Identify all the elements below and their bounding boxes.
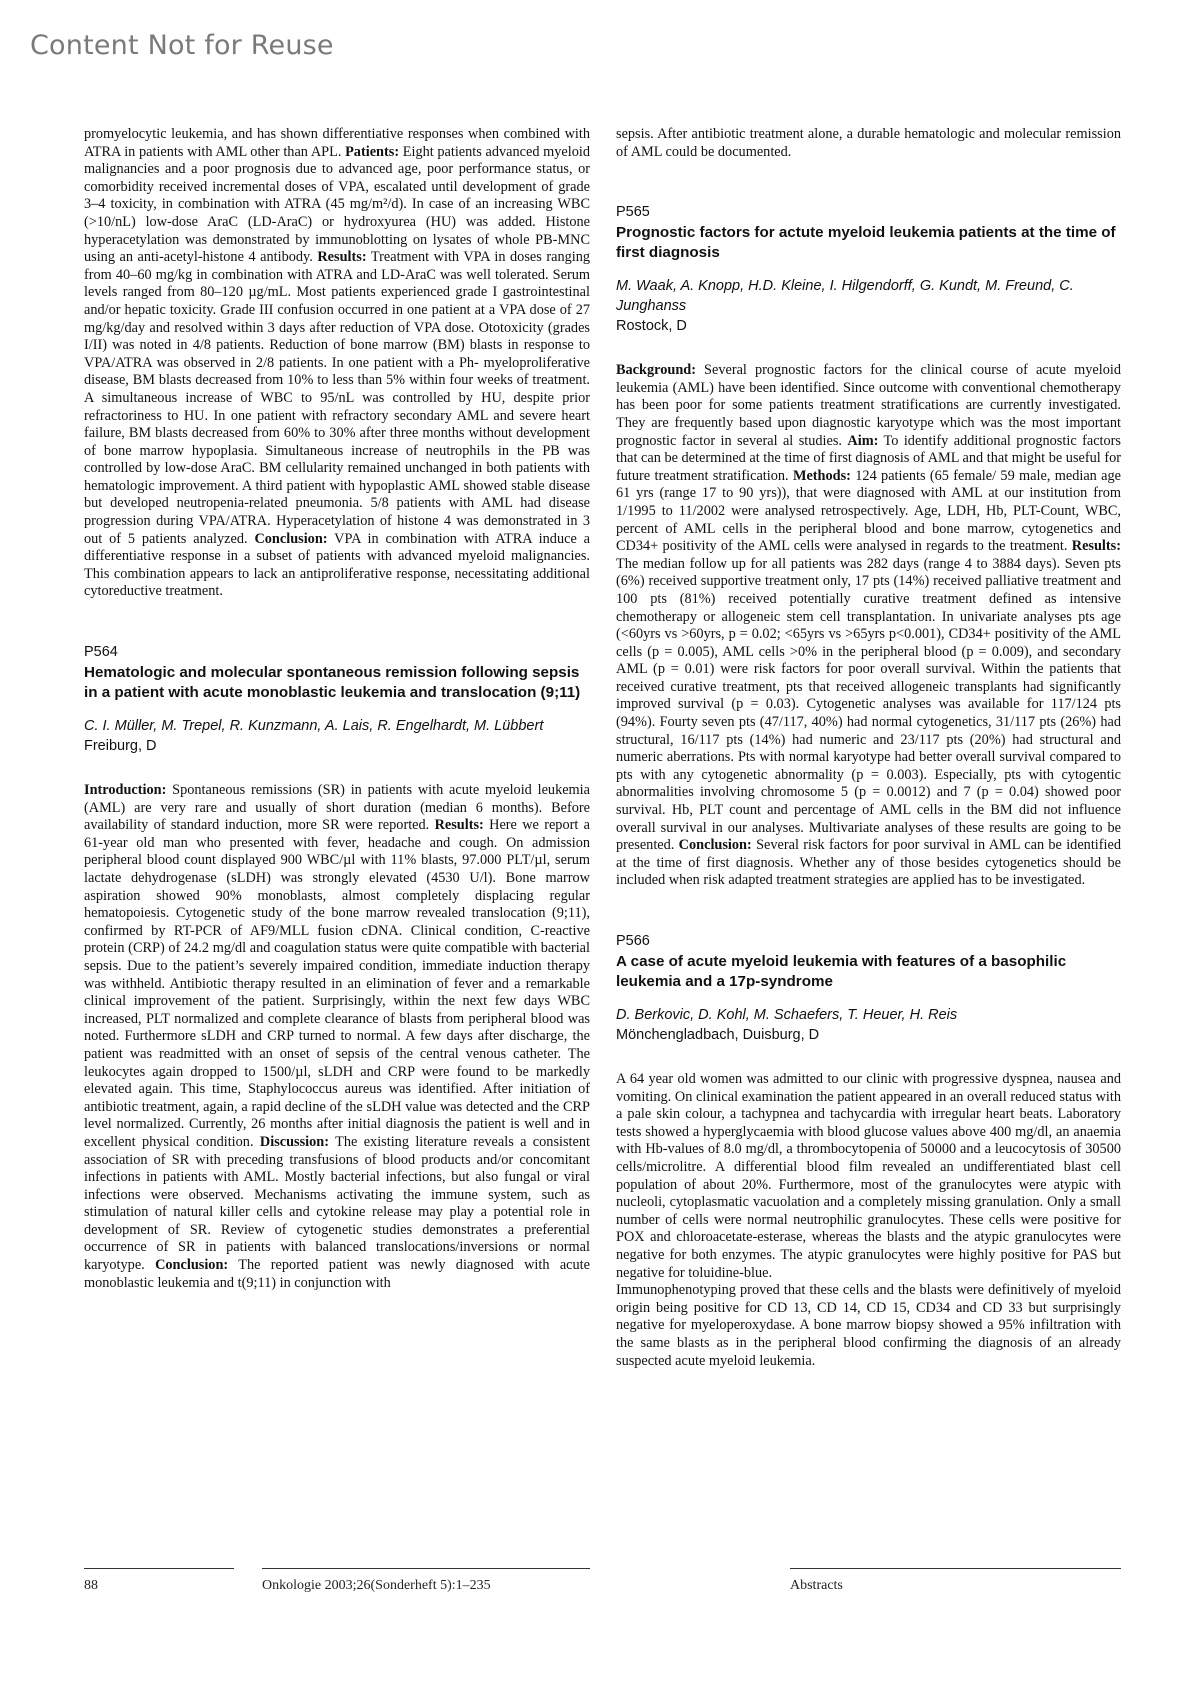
section-label-bold: Results: — [1071, 538, 1121, 555]
section-label-bold: Conclusion: — [678, 837, 752, 854]
abstract-title: A case of acute myeloid leukemia with features of a basophilic leukemia and a 17p-syndrome — [616, 953, 1067, 990]
section-label: Abstracts — [790, 1578, 843, 1593]
abstract-id: P565 — [616, 204, 650, 221]
abstract-body-paragraph-2: Immunophenotyping proved that these cells and the blasts were definitively of myeloid origin being positive for CD 13, CD 14, CD 15, CD34 and CD 33 but surprisingly negative for myeloperoxydase. A bone marrow biopsy showed a 95% infiltration with the same blasts as in the peripheral blood confirming the diagnosis of an already suspected acute myeloid leukemia. — [616, 1282, 1121, 1369]
abstract-authors: M. Waak, A. Knopp, H.D. Kleine, I. Hilgendorff, G. Kundt, M. Freund, C. Junghanss — [616, 278, 1074, 315]
section-label-bold: Conclusion: — [155, 1257, 229, 1274]
abstract-affiliation: Freiburg, D — [84, 738, 157, 755]
abstract-title: Hematologic and molecular spontaneous remission following sepsis in a patient with acute monoblastic leukemia and translocation (9;11) — [84, 664, 581, 702]
right-column — [616, 126, 1121, 1370]
section-label-bold: Results: — [434, 817, 484, 834]
abstract-authors: C. I. Müller, M. Trepel, R. Kunzmann, A. Lais, R. Engelhardt, M. Lübbert — [84, 718, 544, 735]
abstract-p566 — [616, 932, 1121, 1370]
abstract-p564 — [84, 643, 590, 1292]
watermark-text: Content Not for Reuse — [30, 30, 334, 61]
section-label-bold: Background: — [616, 362, 696, 379]
section-label-bold: Introduction: — [84, 782, 167, 799]
abstract-affiliation: Rostock, D — [616, 318, 687, 335]
footer-rule — [262, 1568, 590, 1569]
abstract-affiliation: Mönchengladbach, Duisburg, D — [616, 1027, 820, 1043]
abstract-body: Background: Several prognostic factors for the clinical course of acute myeloid leukemia (AML) have been identified. Since outcome with conventional chemotherapy has been poor for some patients treatment stratifications are currently investigated. They are frequently based upon diagnostic karyotype which was the most important prognostic factor in several al studies. Aim: To identify additional prognostic factors that can be determined at the time of first diagnosis of AML and that might be useful for future treatment stratification. Methods: 124 patients (65 female/ 59 male, median age 61 yrs (range 17 to 90 yrs)), that were diagnosed with AML at our institution from 1/1995 to 11/2002 were analysed retrospectively. Age, LDH, Hb, PLT-Count, WBC, percent of AML cells in the peripheral blood and bone marrow, cytogenetics and CD34+ positivity of the AML cells were analysed in regards to the treatment. Results: The median follow up for all patients was 282 days (range 4 to 3884 days). Seven pts (6%) received supportive treatment only, 17 pts (14%) received palliative treatment and 100 pts (81%) received potentially curative treatment defined as intensive chemotherapy or allogeneic stem cell transplantation. In univariate analyses pts age (<60yrs vs >60yrs, p = 0.02; <65yrs vs >65yrs p<0.001), CD34+ positivity of the AML cells (p = 0.005), AML cells >0% in the peripheral blood (p = 0.009), and secondary AML (p = 0.01) were risk factors for poor overall survival. Within the patients that received curative treatment, pts that received allogeneic transplants had significantly improved survival (p = 0.03). Cytogenetic analyses was available for 117/124 pts (94%). Fourty seven pts (47/117, 40%) had normal cytogenetics, 31/117 pts (26%) had structural, 16/117 pts (14%) had numeric and 23/117 pts (20%) had structural and numeric aberrations. Pts with normal karyotype had better overall survival compared to pts with any cytogenetic abnormality (p = 0.003). Especially, pts with cytogentic abnormalities involving chromosome 5 (p = 0.0012) and 7 (p = 0.04) showed poor survival. Hb, PLT count and percentage of AML cells in the BM did not influence overall survival in our analyses. Multivariate analyses of these results are going to be presented. Conclusion: Several risk factors for poor survival in AML can be identified at the time of first diagnosis. Whether any of those besides cytogenetics should be included when risk adapted treatment strategies are applied has to be investigated. — [616, 362, 1121, 889]
abstract-body: Introduction: Spontaneous remissions (SR) in patients with acute myeloid leukemia (AML) are very rare and usually of short duration (median 6 months). Before availability of standard induction, more SR were reported. Results: Here we report a 61-year old man who presented with fever, headache and cough. On admission peripheral blood count displayed 900 WBC/µl with 11% blasts, 97.000 PLT/µl, serum lactate dehydrogenase (sLDH) was strongly elevated (4530 U/l). Bone marrow aspiration showed 90% monoblasts, almost completely displacing regular hematopoiesis. Cytogenetic study of the bone marrow revealed translocation (9;11), confirmed by RT-PCR of AF9/MLL fusion cDNA. Clinical condition, C-reactive protein (CRP) of 24.2 mg/dl and coagulation status were quite compatible with bacterial sepsis. Due to the patient’s severely impaired condition, immediate induction therapy was withheld. Antibiotic therapy resulted in an elimination of fever and a remarkable clinical improvement of the patient. Surprisingly, within the next few days WBC increased, PLT normalized and complete clearance of blasts from peripheral blood was noted. Furthermore sLDH and CRP turned to normal. A few days after discharge, the patient was readmitted with an onset of sepsis of the central venous catheter. The leukocytes again dropped to 1500/µl, sLDH and CRP were found to be markedly elevated again. This time, Staphylococcus aureus was identified. After initiation of antibiotic treatment, again, a rapid decline of the sLDH value was detected and the CRP level normalized. Currently, 26 months after initial diagnosis the patient is well and in excellent physical condition. Discussion: The existing literature reveals a consistent association of SR with preceding transfusions of blood products and/or concomitant infections in patients with AML. Mostly bacterial infections, but also fungal or viral infections were observed. Mechanisms activating the immune system, such as stimulation of natural killer cells and cytokine release may play a potential role in development of SR. Review of cytogenetic studies demonstrates a preferential occurrence of SR in patients with balanced translocations/inversions or normal karyotype. Conclusion: The reported patient was newly diagnosed with acute monoblastic leukemia and t(9;11) in conjunction with — [84, 782, 590, 1291]
left-column — [84, 126, 590, 1292]
abstract-title: Prognostic factors for actute myeloid leukemia patients at the time of first diagnosis — [616, 224, 1116, 262]
footer-rule — [790, 1568, 1121, 1569]
page-number: 88 — [84, 1578, 98, 1593]
journal-citation: Onkologie 2003;26(Sonderheft 5):1–235 — [262, 1578, 491, 1593]
section-label-bold: Conclusion: — [254, 530, 328, 547]
abstract-id: P564 — [84, 644, 118, 661]
section-label-bold: Methods: — [792, 467, 851, 484]
abstract-p565 — [616, 203, 1121, 890]
continuation-paragraph: promyelocytic leukemia, and has shown differentiative responses when combined with ATRA in patients with AML other than APL. Patients: Eight patients advanced myeloid malignancies and a poor prognosis due to advanced age, poor performance status, or comorbidity received incremental doses of VPA, escalated until development of grade 3–4 toxicity, in combination with ATRA (45 mg/m²/d). In case of an increasing WBC (>10/nL) low-dose AraC (LD-AraC) or hydroxyurea (HU) was added. Histone hyperacetylation was demonstrated by immunoblotting on lysates of whole PB-MNC using an anti-acetyl-histone 4 antibody. Results: Treatment with VPA in doses ranging from 40–60 mg/kg in combination with ATRA and LD-AraC was well tolerated. Serum levels ranged from 80–120 µg/mL. Most patients experienced grade I gastrointestinal and/or hepatic toxicity. Grade III confusion occurred in one patient at a VPA dose of 27 mg/kg/day and resolved within 3 days after reduction of VPA dose. Ototoxicity (grades I/II) was noted in 4/8 patients. Reduction of bone marrow (BM) blasts in response to VPA/ATRA was observed in 2/8 patients. In one patient with a Ph- myeloproliferative disease, BM blasts decreased from 10% to less than 5% within four weeks of treatment. A simultaneous increase of WBC to 95/nL was controlled by HU, despite prior refractoriness to HU. In one patient with refractory secondary AML and severe heart failure, BM blasts decreased from 60% to 30% after three months without development of bone marrow hypoplasia. Simultaneous increase of neutrophils in the PB was controlled by low-dose AraC. BM cellularity remained unchanged in both patients with hematologic improvement. A third patient with hypoplastic AML showed stable disease but developed neutropenia-related pneumonia. 5/8 patients with AML had disease progression during VPA/ATRA. Hyperacetylation of histone 4 was demonstrated in 3 out of 5 patients analyzed. Conclusion: VPA in combination with ATRA induce a differentiative response in a subset of patients with advanced myeloid malignancies. This combination appears to lack an antiproliferative response, necessitating additional cytoreductive treatment. — [84, 126, 591, 600]
abstract-body-paragraph-1: A 64 year old women was admitted to our clinic with progressive dyspnea, nausea and vomiting. On clinical examination the patient appeared in an overall reduced status with a pale skin colour, a tachypnea and tachycardia with irregular heart beats. Laboratory tests showed a hyperglycaemia with blood glucose values above 400 mg/dl, an anaemia with Hb-values of 8.0 mg/dl, a thrombocytopenia of 50000 and a leucocytosis of 30500 cells/microlitre. A differential blood film revealed an undifferentiated blast cell population of about 20%. Furthermore, most of the granulocytes were atypic with nucleoli, cytoplasmatic vacuolation and a completely missing granulation. Only a small number of cells were normal neutrophilic granulocytes. These cells were positive for POX and chloroacetate-esterase, whereas the blasts and the atypic granulocytes were negative for both enzymes. The atypic granulocytes were highly positive for PAS but negative for toluidine-blue. — [616, 1071, 1121, 1281]
abstract-id: P566 — [616, 933, 650, 949]
section-label-bold: Results: — [317, 249, 367, 266]
abstract-authors: D. Berkovic, D. Kohl, M. Schaefers, T. Heuer, H. Reis — [616, 1007, 958, 1023]
continuation-paragraph: sepsis. After antibiotic treatment alone, a durable hematologic and molecular remission of AML could be documented. — [616, 126, 1121, 160]
section-label-bold: Discussion: — [259, 1133, 330, 1150]
footer-rule — [84, 1568, 234, 1569]
section-label-bold: Patients: — [345, 143, 400, 160]
section-label-bold: Aim: — [847, 432, 879, 449]
